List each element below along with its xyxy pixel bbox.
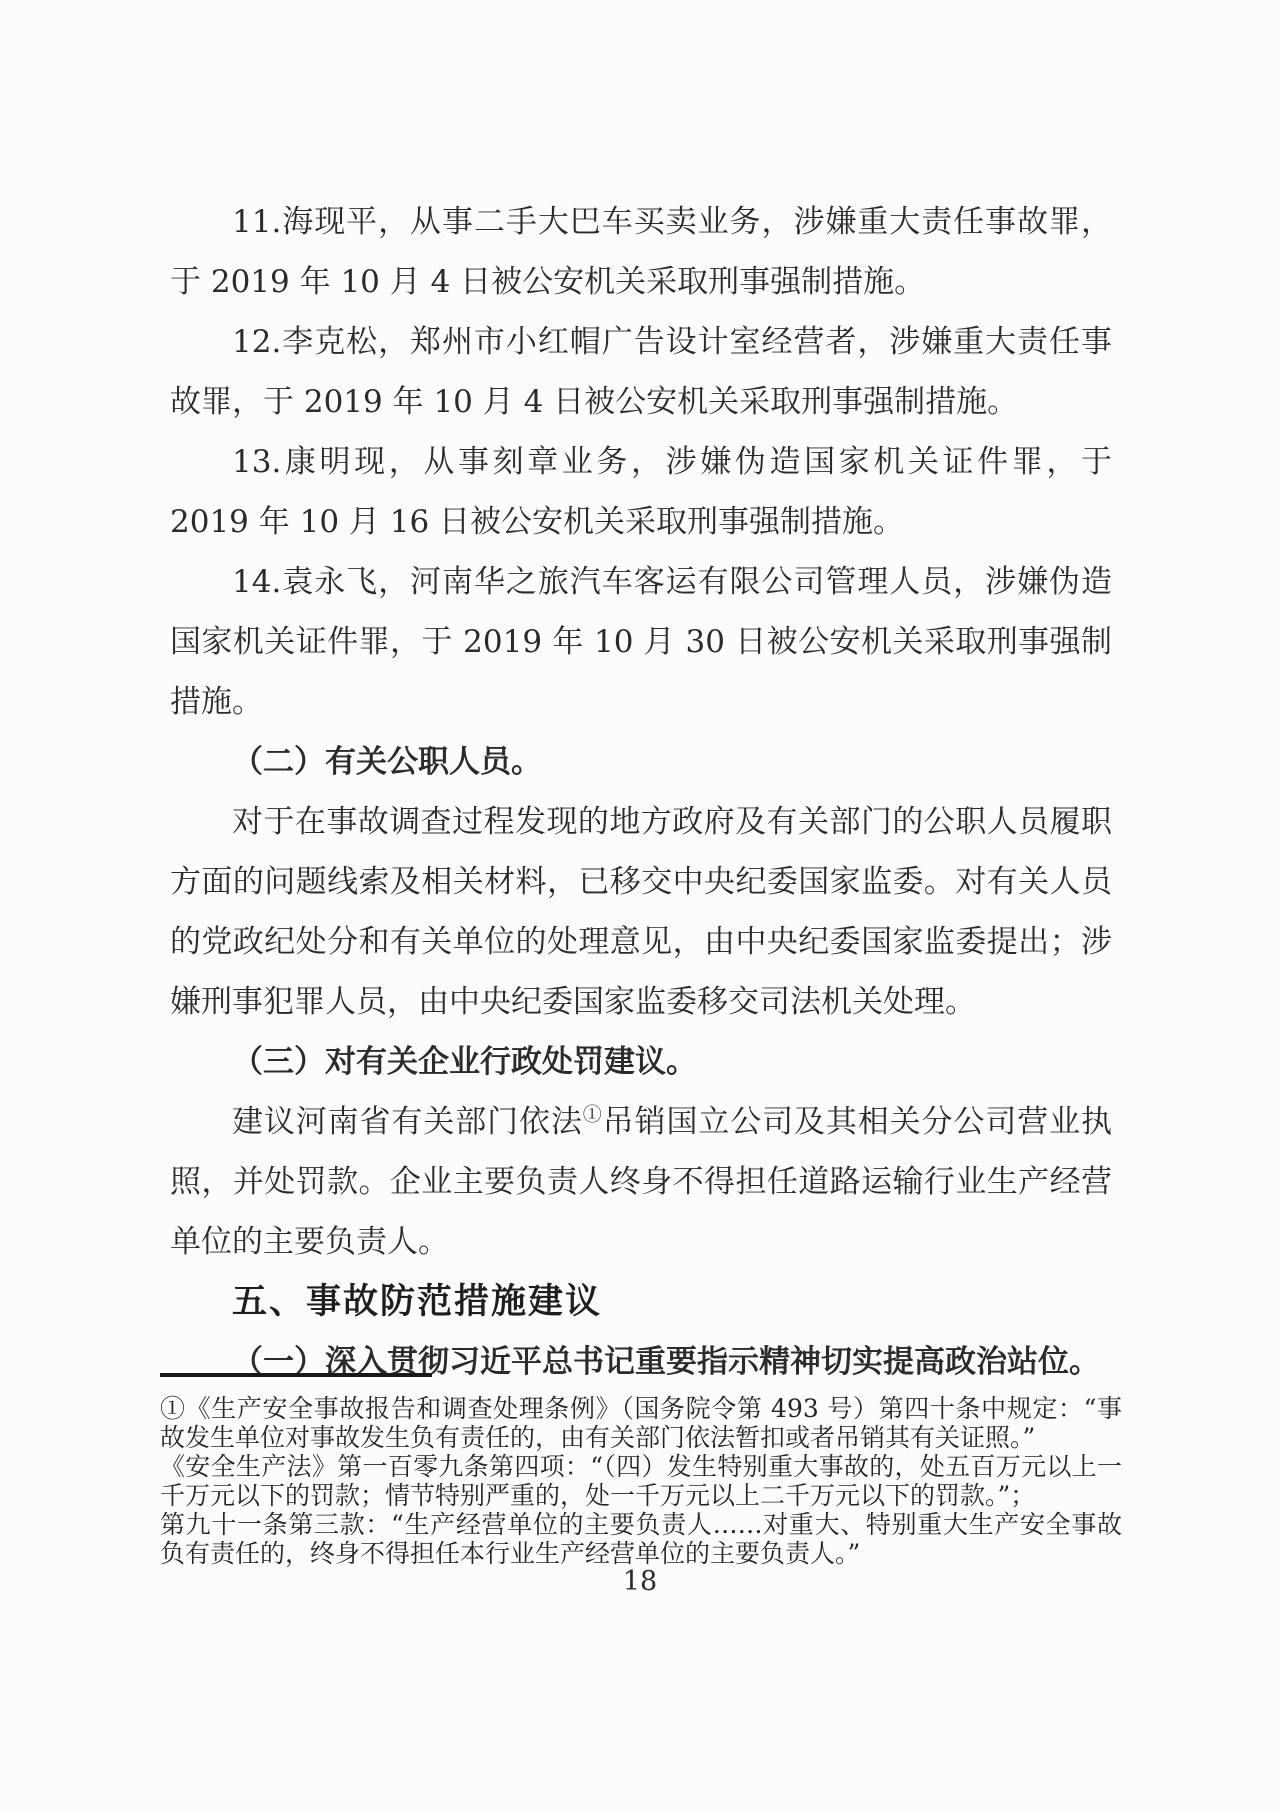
section-3-body-lead: 建议河南省有关部门依法	[232, 1104, 583, 1140]
heading-section-3: （三）对有关企业行政处罚建议。	[232, 1044, 697, 1080]
para-item-11: 11.海现平，从事二手大巴车买卖业务，涉嫌重大责任事故罪，于 2019 年 10 月 4 日被公安机关采取刑事强制措施。	[170, 204, 1112, 300]
para-item-13: 13.康明现，从事刻章业务，涉嫌伪造国家机关证件罪，于 2019 年 10 月 16 日被公安机关采取刑事强制措施。	[170, 444, 1112, 540]
para-item-14: 14.袁永飞，河南华之旅汽车客运有限公司管理人员，涉嫌伪造国家机关证件罪，于 2019 年 10 月 30 日被公安机关采取刑事强制措施。	[170, 564, 1112, 720]
heading-section-5-sub-1: （一）深入贯彻习近平总书记重要指示精神切实提高政治站位。	[232, 1344, 1100, 1380]
footnote-separator	[160, 1373, 432, 1377]
para-item-12: 12.李克松，郑州市小红帽广告设计室经营者，涉嫌重大责任事故罪，于 2019 年 10 月 4 日被公安机关采取刑事强制措施。	[170, 324, 1112, 420]
footnote-entry-1: ①《生产安全事故报告和调查处理条例》（国务院令第 493 号）第四十条中规定：“事故发生单位对事故发生负有责任的，由有关部门依法暂扣或者吊销其有关证照。”	[160, 1394, 1122, 1452]
heading-section-5: 五、事故防范措施建议	[232, 1282, 603, 1321]
heading-section-2: （二）有关公职人员。	[232, 744, 542, 780]
footnote-entry-3: 第九十一条第三款：“生产经营单位的主要负责人……对重大、特别重大生产安全事故负有责任的，终身不得担任本行业生产经营单位的主要负责人。”	[160, 1510, 1122, 1568]
footnote-reference-1: ①	[582, 1103, 603, 1126]
footnote-area	[160, 1373, 1122, 1568]
page-number: 18	[622, 1566, 658, 1597]
footnote-entry-2: 《安全生产法》第一百零九条第四项：“（四）发生特别重大事故的，处五百万元以上一千万元以下的罚款；情节特别严重的，处一千万元以上二千万元以下的罚款。”；	[160, 1452, 1122, 1510]
document-body	[170, 192, 1112, 1392]
para-section-2-body: 对于在事故调查过程发现的地方政府及有关部门的公职人员履职方面的问题线索及相关材料，已移交中央纪委国家监委。对有关人员的党政纪处分和有关单位的处理意见，由中央纪委国家监委提出；涉嫌刑事犯罪人员，由中央纪委国家监委移交司法机关处理。	[170, 804, 1112, 1020]
para-section-3-body	[170, 1092, 1112, 1272]
section-3-body-rest: 吊销国立公司及其相关分公司营业执照，并处罚款。企业主要负责人终身不得担任道路运输行业生产经营单位的主要负责人。	[170, 1104, 1112, 1260]
